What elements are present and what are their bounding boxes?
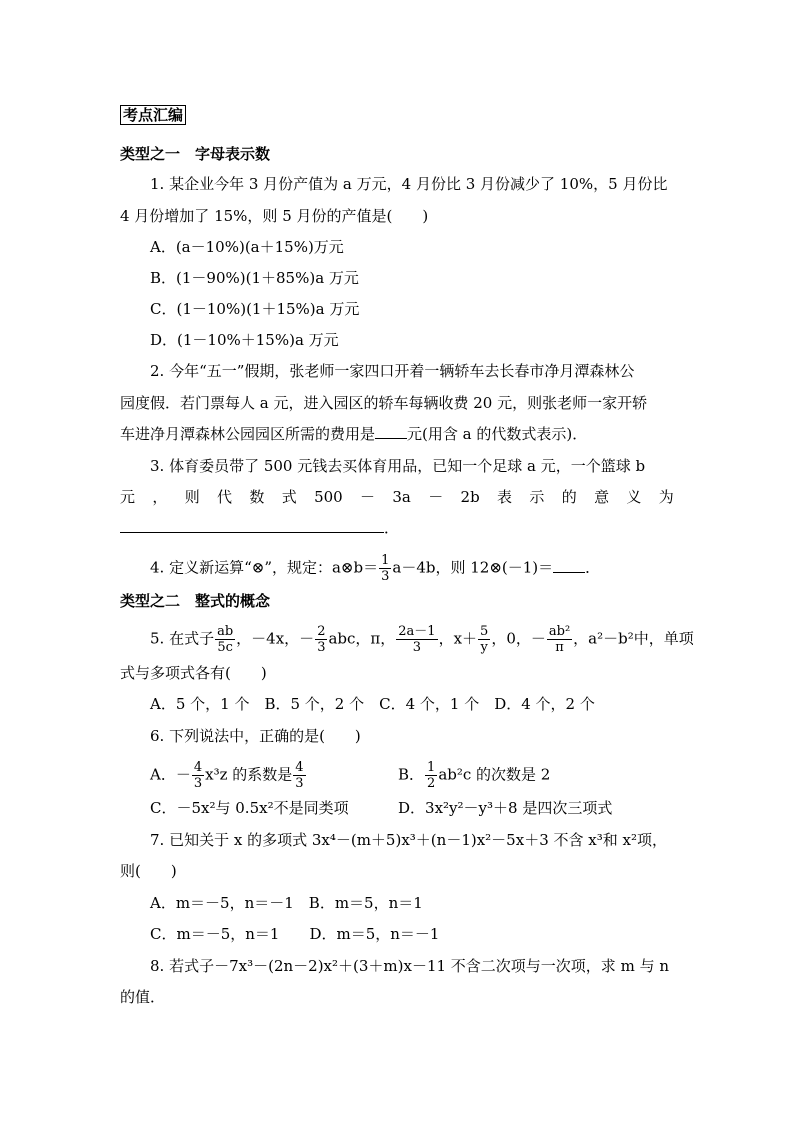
q3-word: 3a (392, 488, 411, 506)
q5-frac2 (315, 624, 327, 655)
q3-word: 式 (281, 488, 297, 506)
q1-line1: 1. 某企业今年 3 月份产值为 a 万元，4 月份比 3 月份减少了 10%，5 月份比 (150, 175, 668, 193)
q2-line3a: 车进净月潭森林公园园区所需的费用是 (120, 425, 376, 443)
q6-b-frac (425, 760, 437, 791)
q4-line (150, 553, 600, 584)
q3-word: 元 (120, 488, 136, 506)
q4-end: ． (585, 558, 601, 577)
q5-line1 (150, 624, 694, 655)
q3-word: 表 (497, 488, 513, 506)
q5-t3: ，x＋ (438, 629, 478, 648)
q1-option-a: A．(a－10%)(a＋15%)万元 (150, 238, 344, 256)
q5-f2-den: 3 (317, 640, 326, 655)
q6-option-d: D．3x²y²－y³＋8 是四次三项式 (398, 799, 613, 817)
q5-t2: abc，π， (328, 629, 396, 648)
q4-prefix: 4. 定义新运算“⊗”，规定：a⊗b＝ (150, 558, 379, 577)
q5-f1-num: ab (217, 624, 234, 639)
q3-word: 义 (626, 488, 642, 506)
q6-b-den: 2 (427, 776, 436, 791)
q3-word: 为 (658, 488, 674, 506)
q4-answer-blank (553, 558, 585, 573)
q5-f5-den: π (555, 640, 564, 655)
q4-fraction (379, 553, 391, 584)
q3-word: － (428, 488, 444, 506)
q3-word: 代 (217, 488, 233, 506)
q5-f3-num: 2a－1 (398, 624, 436, 639)
q5-t5: ，a²－b²中，单项 (573, 629, 694, 648)
q3-word: 示 (529, 488, 545, 506)
q5-frac1 (215, 624, 235, 655)
q6-a-den2: 3 (295, 776, 304, 791)
q3-word: 的 (561, 488, 577, 506)
q5-prefix: 5. 在式子 (150, 629, 215, 648)
q7-line1: 7. 已知关于 x 的多项式 3x⁴－(m＋5)x³＋(n－1)x²－5x＋3 不含 x³和 x²项， (150, 831, 667, 849)
q2-line1: 2. 今年“五一”假期，张老师一家四口开着一辆轿车去长春市净月潭森林公 (150, 362, 635, 380)
q4-frac-num: 1 (381, 553, 390, 568)
q3-line3 (120, 518, 399, 538)
q7-line2: 则( ) (120, 862, 177, 880)
q2-line2: 园度假．若门票每人 a 元，进入园区的轿车每辆收费 20 元，则张老师一家开轿 (120, 394, 648, 412)
q2-line3 (120, 424, 587, 444)
q6-a-mid: x³z 的系数是 (205, 765, 293, 784)
q6-a-num2: 4 (295, 760, 304, 775)
q6-b-pre: B． (398, 765, 425, 784)
q5-f3-den: 3 (412, 640, 422, 655)
q6-a-den: 3 (193, 776, 203, 791)
header-title-box (120, 105, 186, 125)
q6-b-mid: ab²c 的次数是 2 (438, 765, 551, 784)
q5-f5-num: ab² (548, 624, 571, 639)
section2-title: 类型之二 整式的概念 (120, 592, 271, 610)
q5-f4-num: 5 (480, 624, 489, 639)
q5-frac3 (396, 624, 437, 655)
q5-frac5 (547, 624, 572, 655)
q6-a-frac (192, 760, 204, 791)
q5-options: A．5 个，1 个 B．5 个，2 个 C．4 个，1 个 D．4 个，2 个 (150, 695, 595, 713)
q6-a-pre: A．－ (150, 765, 191, 784)
q3-line1: 3. 体育委员带了 500 元钱去买体育用品，已知一个足球 a 元，一个篮球 b (150, 457, 646, 475)
q5-f1-den: 5c (217, 640, 233, 655)
q3-word: 2b (460, 488, 480, 506)
q5-t1: ，－4x，－ (236, 629, 315, 648)
q2-answer-blank (375, 424, 407, 439)
q5-line2: 式与多项式各有( ) (120, 664, 267, 682)
q2-line3b: 元(用含 a 的代数式表示)． (407, 425, 588, 443)
header-title: 考点汇编 (120, 105, 186, 125)
q6-b-num: 1 (427, 760, 436, 775)
section1-title: 类型之一 字母表示数 (120, 145, 271, 163)
q4-frac-den: 3 (381, 569, 390, 584)
q6-option-a (150, 760, 307, 791)
q5-f4-den: y (480, 640, 488, 655)
q3-word: － (360, 488, 376, 506)
q3-word: 500 (314, 488, 343, 506)
q1-line2: 4 月份增加了 15%，则 5 月份的产值是( ) (120, 207, 429, 225)
q7-options-ab: A．m＝－5，n＝－1 B．m＝5，n＝1 (150, 894, 423, 912)
q7-options-cd: C．m＝－5，n＝1 D．m＝5，n＝－1 (150, 925, 440, 943)
q3-word: 意 (594, 488, 610, 506)
q1-option-d: D．(1－10%＋15%)a 万元 (150, 331, 339, 349)
q3-word: 则 (184, 488, 200, 506)
q3-answer-blank (120, 518, 384, 533)
q1-option-c: C．(1－10%)(1＋15%)a 万元 (150, 300, 360, 318)
q6-a-num: 4 (193, 760, 203, 775)
q3-word: 数 (249, 488, 265, 506)
q6-a-frac2 (293, 760, 305, 791)
q3-word: ， (152, 488, 168, 506)
q5-f2-num: 2 (317, 624, 326, 639)
q6-option-b (398, 760, 550, 791)
q8-line1: 8. 若式子－7x³－(2n－2)x²＋(3＋m)x－11 不含二次项与一次项，求 m 与 n (150, 957, 669, 975)
q1-option-b: B．(1－90%)(1＋85%)a 万元 (150, 269, 359, 287)
q4-mid: a－4b，则 12⊗(－1)＝ (392, 558, 554, 577)
q8-line2: 的值． (120, 988, 166, 1006)
q6-line1: 6. 下列说法中，正确的是( ) (150, 727, 361, 745)
q5-frac4 (478, 624, 490, 655)
q3-end: ． (384, 519, 400, 537)
q5-t4: ，0，－ (491, 629, 546, 648)
q6-option-c: C．－5x²与 0.5x²不是同类项 (150, 799, 349, 817)
q3-line2 (120, 487, 674, 507)
